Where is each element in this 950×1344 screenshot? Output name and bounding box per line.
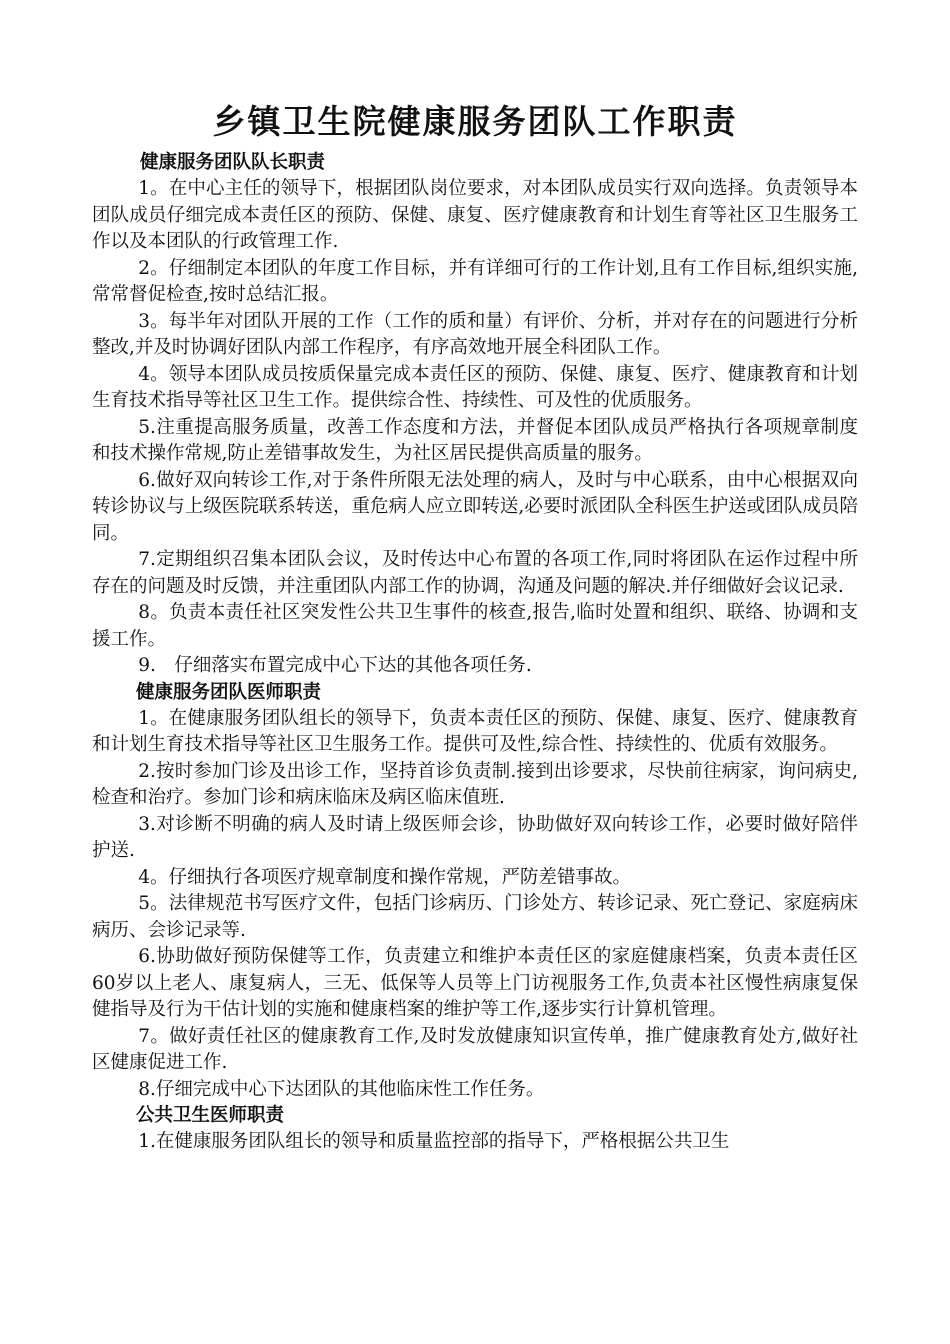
paragraph: 7.定期组织召集本团队会议，及时传达中心布置的各项工作,同时将团队在运作过程中所存在的问题及时反馈，并注重团队内部工作的协调，沟通及问题的解决.并仔细做好会议记录. (92, 549, 858, 597)
paragraph: 2。仔细制定本团队的年度工作目标，并有详细可行的工作计划,且有工作目标,组织实施,常常督促检查,按时总结汇报。 (92, 257, 858, 305)
paragraph: 6.协助做好预防保健等工作，负责建立和维护本责任区的家庭健康档案，负责本责任区60岁以上老人、康复病人，三无、低保等人员等上门访视服务工作,负责本社区慢性病康复保健指导及行为干估计划的实施和健康档案的维护等工作,逐步实行计算机管理。 (92, 946, 858, 1020)
section-team-doctor (92, 680, 858, 1104)
section-heading: 公共卫生医师职责 (136, 1105, 285, 1126)
paragraph: 1。在中心主任的领导下，根据团队岗位要求，对本团队成员实行双向选择。负责领导本团队成员仔细完成本责任区的预防、保健、康复、医疗健康教育和计划生育等社区卫生服务工作以及本团队的行政管理工作. (92, 178, 858, 252)
paragraph: 5.注重提高服务质量，改善工作态度和方法，并督促本团队成员严格执行各项规章制度和技术操作常规,防止差错事故发生，为社区居民提供高质量的服务。 (92, 416, 858, 464)
paragraph: 9. 仔细落实布置完成中心下达的其他各项任务. (138, 655, 532, 676)
paragraph: 7。做好责任社区的健康教育工作,及时发放健康知识宣传单，推广健康教育处方,做好社区健康促进工作. (92, 1025, 858, 1073)
paragraph: 1。在健康服务团队组长的领导下，负责本责任区的预防、保健、康复、医疗、健康教育和计划生育技术指导等社区卫生服务工作。提供可及性,综合性、持续性的、优质有效服务。 (92, 707, 858, 755)
paragraph: 6.做好双向转诊工作,对于条件所限无法处理的病人，及时与中心联系，由中心根据双向转诊协议与上级医院联系转送，重危病人应立即转送,必要时派团队全科医生护送或团队成员陪同。 (92, 469, 858, 544)
document-title: 乡镇卫生院健康服务团队工作职责 (212, 102, 738, 141)
paragraph: 8。负责本责任社区突发性公共卫生事件的核查,报告,临时处置和组织、联络、协调和支援工作。 (92, 602, 858, 650)
paragraph: 8.仔细完成中心下达团队的其他临床性工作任务。 (138, 1078, 545, 1100)
section-public-health-doctor (92, 1103, 858, 1156)
paragraph: 3。每半年对团队开展的工作（工作的质和量）有评价、分析，并对存在的问题进行分析整改,并及时协调好团队内部工作程序，有序高效地开展全科团队工作。 (92, 310, 858, 358)
paragraph: 2.按时参加门诊及出诊工作，坚持首诊负责制.接到出诊要求，尽快前往病家，询问病史,检查和治疗。参加门诊和病床临床及病区临床值班. (92, 760, 858, 808)
section-team-leader (92, 150, 858, 680)
paragraph: 1.在健康服务团队组长的领导和质量监控部的指导下，严格根据公共卫生 (138, 1131, 730, 1152)
section-heading: 健康服务团队队长职责 (140, 152, 326, 173)
paragraph: 3.对诊断不明确的病人及时请上级医师会诊，协助做好双向转诊工作，必要时做好陪伴护送. (92, 813, 858, 861)
section-heading: 健康服务团队医师职责 (136, 681, 322, 703)
paragraph: 4。领导本团队成员按质保量完成本责任区的预防、保健、康复、医疗、健康教育和计划生育技术指导等社区卫生工作。提供综合性、持续性、可及性的优质服务。 (92, 363, 858, 411)
paragraph: 4。仔细执行各项医疗规章制度和操作常规，严防差错事故。 (138, 866, 632, 888)
paragraph: 5。法律规范书写医疗文件，包括门诊病历、门诊处方、转诊记录、死亡登记、家庭病床病历、会诊记录等. (92, 893, 858, 941)
